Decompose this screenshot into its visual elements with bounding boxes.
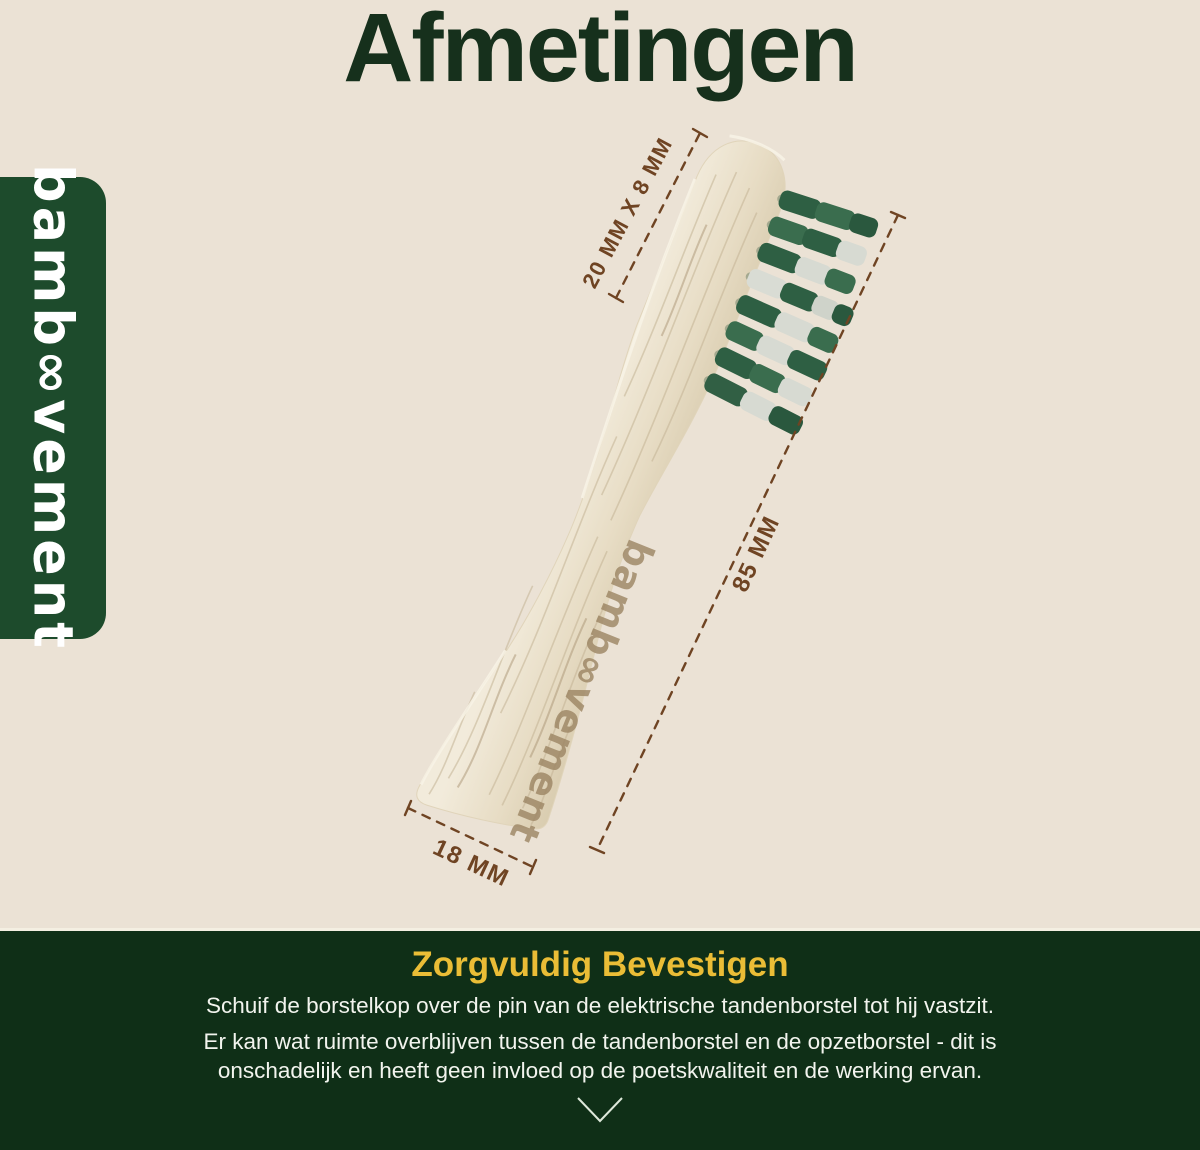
dimension-label-length: 85 MM xyxy=(726,511,786,597)
footer-heading: Zorgvuldig Bevestigen xyxy=(411,945,789,984)
product-engraving: bamb∞vement xyxy=(500,533,663,850)
footer-panel xyxy=(0,928,1200,1150)
chevron-down-icon xyxy=(0,1096,1200,1129)
footer-instruction-2: Er kan wat ruimte overblijven tussen de tandenborstel en de opzetborstel - dit is onschadelijk en heeft geen invloed op de poetskwaliteit en de werking ervan. xyxy=(203,1028,997,1084)
dimension-tick xyxy=(609,294,623,302)
page-title: Afmetingen xyxy=(343,0,857,102)
toothbrush-head-illustration xyxy=(414,116,900,885)
dimension-tick xyxy=(693,129,707,137)
dimension-label-base: 18 MM xyxy=(428,833,514,893)
dimension-tick xyxy=(590,847,604,853)
dimension-label-head: 20 MM X 8 MM xyxy=(577,132,678,293)
footer-instruction-1: Schuif de borstelkop over de pin van de elektrische tandenborstel tot hij vastzit. xyxy=(206,993,994,1018)
brand-logo: bamb∞vement xyxy=(21,164,85,652)
